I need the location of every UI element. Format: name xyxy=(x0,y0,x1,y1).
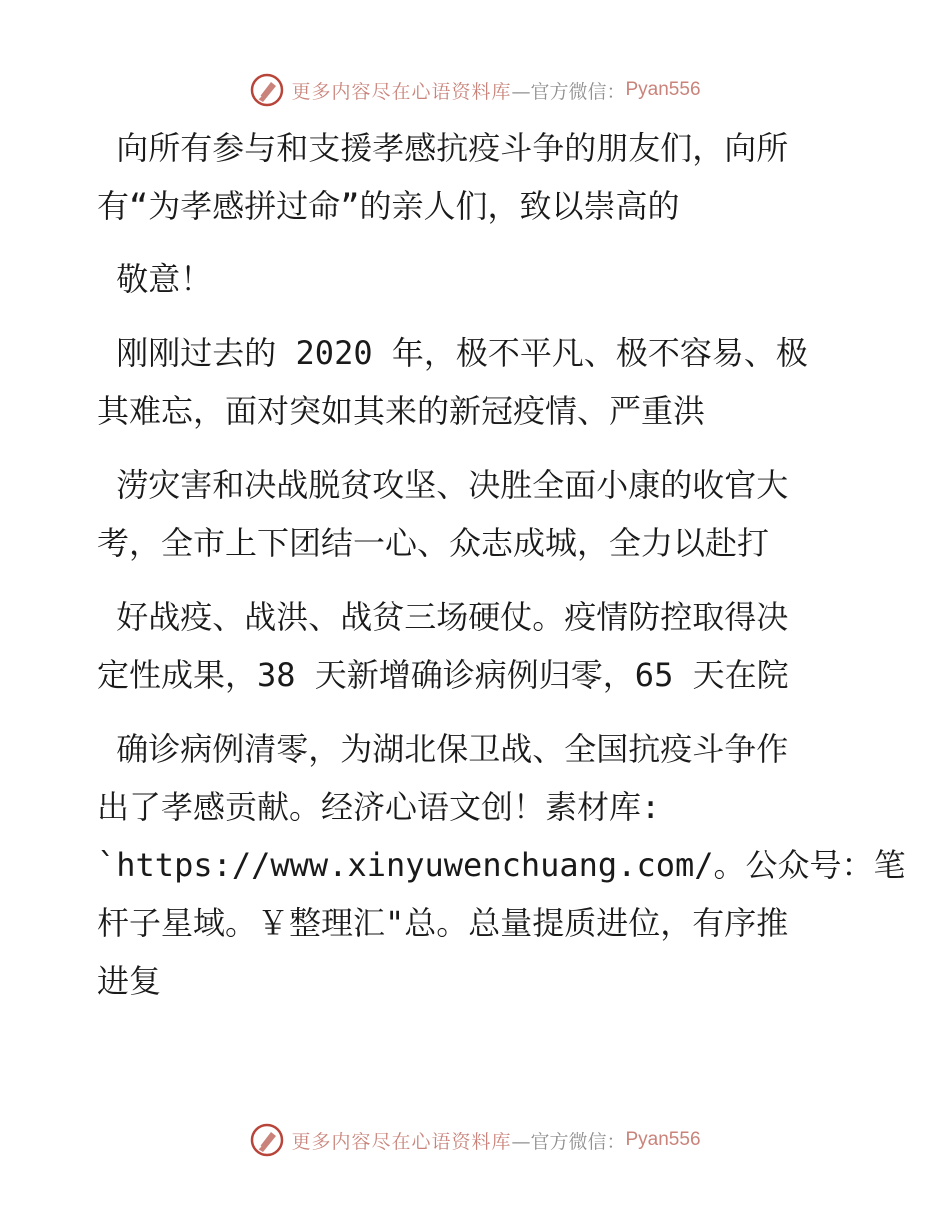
banner-main-text: 更多内容尽在心语资料库 xyxy=(291,80,512,103)
body-line: 向所有参与和支援孝感抗疫斗争的朋友们，向所 xyxy=(97,129,789,167)
header-banner xyxy=(0,70,950,110)
body-line: 确诊病例清零，为湖北保卫战、全国抗疫斗争作 xyxy=(97,730,789,768)
body-line: 有“为孝感拼过命”的亲人们，致以崇高的 xyxy=(97,187,680,225)
body-line: 敬意！ xyxy=(97,260,213,298)
banner-wechat-id: Pyan556 xyxy=(625,79,701,100)
banner-wechat-id: Pyan556 xyxy=(625,1129,701,1150)
body-line: 涝灾害和决战脱贫攻坚、决胜全面小康的收官大 xyxy=(97,466,789,504)
pen-nib-logo-icon xyxy=(249,72,285,108)
banner-separator-text: —官方微信： xyxy=(511,80,626,103)
body-line: 其难忘，面对突如其来的新冠疫情、严重洪 xyxy=(97,392,706,430)
body-line: 好战疫、战洪、战贫三场硬仗。疫情防控取得决 xyxy=(97,598,789,636)
body-line: 杆子星域。￥整理汇"总。总量提质进位，有序推 xyxy=(97,904,789,942)
body-line: 出了孝感贡献。经济心语文创！素材库: xyxy=(97,788,661,826)
body-line: 进复 xyxy=(97,962,162,1000)
pen-nib-logo-icon xyxy=(249,1122,285,1158)
body-line: 定性成果，38 天新增确诊病例归零，65 天在院 xyxy=(97,656,789,694)
banner-separator-text: —官方微信： xyxy=(511,1130,626,1153)
body-line: 考，全市上下团结一心、众志成城，全力以赴打 xyxy=(97,524,770,562)
body-line: 刚刚过去的 2020 年，极不平凡、极不容易、极 xyxy=(97,334,808,372)
banner-main-text: 更多内容尽在心语资料库 xyxy=(291,1130,512,1153)
footer-banner xyxy=(0,1120,950,1160)
body-line: `https://www.xinyuwenchuang.com/。公众号：笔 xyxy=(97,846,906,884)
